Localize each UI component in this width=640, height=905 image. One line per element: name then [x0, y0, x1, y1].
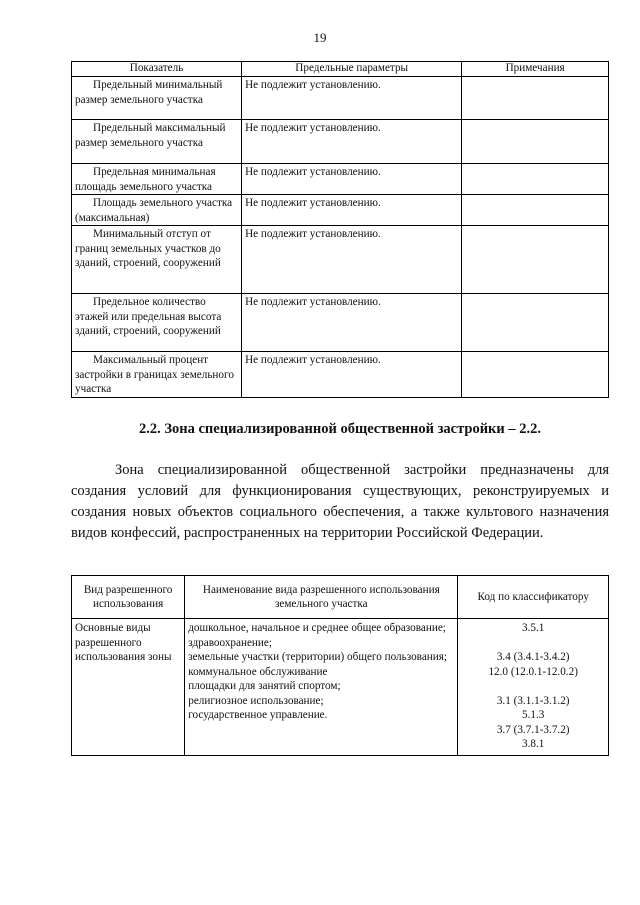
use-name: здравоохранение;: [188, 636, 272, 649]
code-spacer: [461, 636, 605, 651]
table-row: [72, 226, 609, 294]
use-codes-cell: [458, 619, 609, 756]
value-cell: Не подлежит установлению.: [242, 195, 462, 226]
indicator-cell: Минимальный отступ от границ земельных участков до зданий, строений, сооружений: [72, 226, 242, 294]
column-header-use-type: Вид разрешенного использования: [72, 576, 185, 619]
code-spacer: [461, 679, 605, 694]
column-header-indicator: Показатель: [72, 62, 242, 77]
table-header-row: [72, 576, 609, 619]
classifier-code: 3.7 (3.7.1-3.7.2): [496, 723, 570, 736]
classifier-code: 12.0 (12.0.1-12.0.2): [488, 665, 578, 678]
column-header-classifier-code: Код по классификатору: [458, 576, 609, 619]
note-cell: [462, 294, 609, 352]
table-row: [72, 352, 609, 398]
table-row: [72, 619, 609, 756]
column-header-limit-parameters: Предельные параметры: [242, 62, 462, 77]
section-heading: 2.2. Зона специализированной общественной застройки – 2.2.: [138, 421, 542, 437]
indicator-cell: Предельное количество этажей или предельная высота зданий, строений, сооружений: [72, 294, 242, 352]
table-row: [72, 164, 609, 195]
page-number: 19: [313, 30, 327, 45]
indicator-cell: Предельный минимальный размер земельного участка: [72, 77, 242, 120]
classifier-code: 5.1.3: [522, 709, 545, 721]
column-header-notes: Примечания: [462, 62, 609, 77]
section-paragraph: Зона специализированной общественной застройки предназначены для создания условий для функционирования существующих, реконструируемых и создания новых объектов социального обеспечения, а также культового назначения видов конфессий, распространенных на территории Российской Федерации.: [71, 462, 609, 541]
table-row: [72, 77, 609, 120]
classifier-code: 3.1 (3.1.1-3.1.2): [496, 694, 570, 707]
use-name: дошкольное, начальное и среднее общее образование;: [188, 622, 446, 634]
value-cell: Не подлежит установлению.: [242, 164, 462, 195]
value-cell: Не подлежит установлению.: [242, 77, 462, 120]
classifier-code: 3.5.1: [522, 622, 545, 634]
table-row: [72, 120, 609, 164]
parameters-table: [71, 61, 609, 398]
note-cell: [462, 352, 609, 398]
use-name: земельные участки (территории) общего пользования;: [188, 651, 448, 663]
note-cell: [462, 77, 609, 120]
note-cell: [462, 164, 609, 195]
note-cell: [462, 120, 609, 164]
use-name: религиозное использование;: [188, 694, 324, 707]
table-row: [72, 294, 609, 352]
value-cell: Не подлежит установлению.: [242, 294, 462, 352]
table-header-row: [72, 62, 609, 77]
indicator-cell: Максимальный процент застройки в границах земельного участка: [72, 352, 242, 398]
value-cell: Не подлежит установлению.: [242, 120, 462, 164]
indicator-cell: Предельная минимальная площадь земельного участка: [72, 164, 242, 195]
use-name: коммунальное обслуживание: [188, 665, 328, 678]
value-cell: Не подлежит установлению.: [242, 352, 462, 398]
use-name: площадки для занятий спортом;: [188, 680, 341, 692]
permitted-uses-table: [71, 575, 609, 756]
column-header-use-name: Наименование вида разрешенного использования земельного участка: [185, 576, 458, 619]
indicator-cell: Площадь земельного участка (максимальная): [72, 195, 242, 226]
classifier-code: 3.8.1: [522, 738, 545, 750]
note-cell: [462, 195, 609, 226]
value-cell: Не подлежит установлению.: [242, 226, 462, 294]
use-names-cell: [185, 619, 458, 756]
use-type-cell: Основные виды разрешенного использования зоны: [72, 619, 185, 756]
indicator-cell: Предельный максимальный размер земельного участка: [72, 120, 242, 164]
use-name: государственное управление.: [188, 709, 328, 721]
table-row: [72, 195, 609, 226]
classifier-code: 3.4 (3.4.1-3.4.2): [496, 651, 570, 663]
note-cell: [462, 226, 609, 294]
